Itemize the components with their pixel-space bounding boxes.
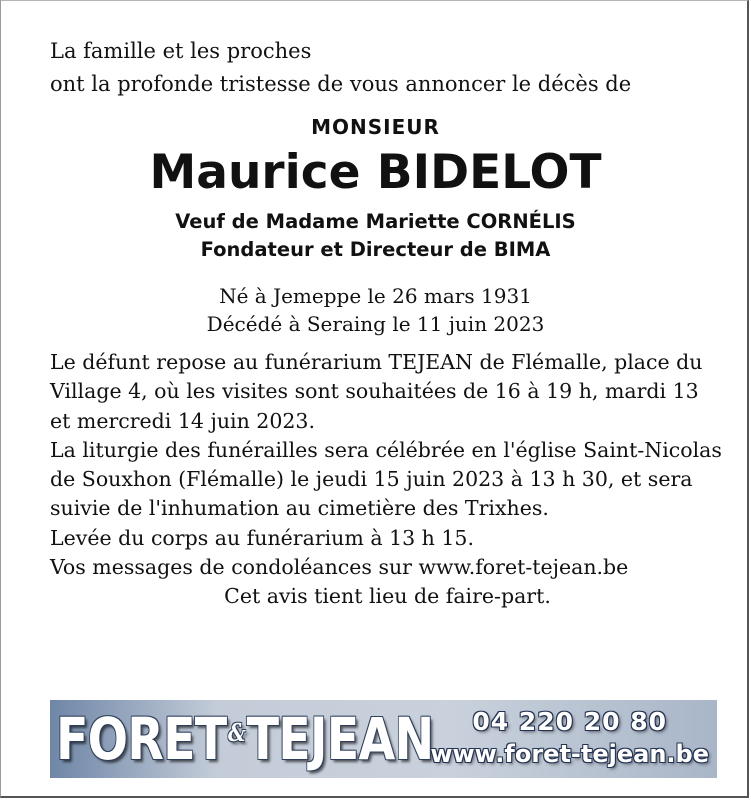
notice-body <box>50 348 725 612</box>
intro-line-1: La famille et les proches <box>50 39 312 63</box>
website-link[interactable]: www.foret-tejean.be <box>430 740 709 768</box>
visitation-paragraph: Le défunt repose au funérarium TEJEAN de Flémalle, place du Village 4, où les visites sont souhaitées de 16 à 19 h, mardi 13 et mercredi 14 juin 2023. <box>50 350 703 433</box>
widower-line: Veuf de Madame Mariette CORNÉLIS <box>175 210 576 233</box>
phone-number: 04 220 20 80 <box>472 707 667 736</box>
birth-line: Né à Jemeppe le 26 mars 1931 <box>219 284 532 308</box>
liturgy-paragraph: La liturgie des funérailles sera célébrée en l'église Saint-Nicolas de Souxhon (Flémalle) le jeudi 15 juin 2023 à 13 h 30, et sera suivie de l'inhumation au cimetière des Trixhes. <box>50 437 722 521</box>
funeral-home-logo <box>56 702 433 778</box>
deceased-name: Maurice BIDELOT <box>149 145 602 200</box>
logo-right: TEJEAN <box>246 705 434 773</box>
honorific: MONSIEUR <box>311 115 440 139</box>
funeral-home-banner <box>50 700 717 778</box>
role-line: Fondateur et Directeur de BIMA <box>200 238 551 261</box>
logo-left: FORET <box>56 705 227 773</box>
levee-paragraph: Levée du corps au funérarium à 13 h 15. <box>50 525 474 550</box>
death-line: Décédé à Seraing le 11 juin 2023 <box>206 312 545 336</box>
notice-paragraph: Cet avis tient lieu de faire-part. <box>224 584 551 609</box>
condolences-paragraph: Vos messages de condoléances sur www.foret-tejean.be <box>50 555 629 580</box>
contact-block <box>430 706 709 770</box>
dates-block <box>0 282 751 338</box>
intro-text <box>50 35 631 101</box>
intro-line-2: ont la profonde tristesse de vous annoncer le décès de <box>50 72 632 96</box>
logo-ampersand: & <box>228 717 245 747</box>
